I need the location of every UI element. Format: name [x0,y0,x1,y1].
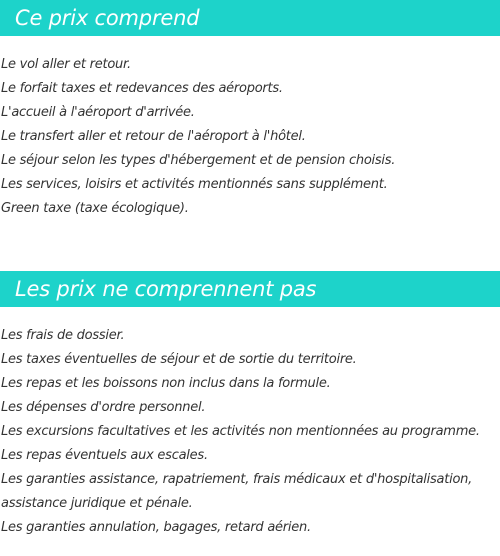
list-item: L'accueil à l'aéroport d'arrivée. [1,105,195,120]
list-item: Les excursions facultatives et les activités non mentionnées au programme. [1,424,480,439]
list-item: Le transfert aller et retour de l'aéroport à l'hôtel. [1,129,306,144]
section-header-includes [0,0,500,36]
list-item: Les frais de dossier. [1,328,125,343]
list-item: Les repas éventuels aux escales. [1,448,208,463]
includes-list [0,53,500,221]
list-item: Les repas et les boissons non inclus dans la formule. [1,376,331,391]
section-title-excludes: Les prix ne comprennent pas [15,277,317,301]
section-title-includes: Ce prix comprend [15,6,200,30]
list-item: Les taxes éventuelles de séjour et de sortie du territoire. [1,352,357,367]
list-item: Le vol aller et retour. [1,57,131,72]
excludes-list [0,324,500,540]
list-item: Les garanties assistance, rapatriement, frais médicaux et d'hospitalisation, [1,472,473,487]
list-item: Les garanties annulation, bagages, retard aérien. [1,520,311,535]
list-item: Les services, loisirs et activités mentionnés sans supplément. [1,177,388,192]
list-item: Les dépenses d'ordre personnel. [1,400,206,415]
section-header-excludes [0,271,500,307]
section-price-excludes [0,271,500,540]
list-item: Le forfait taxes et redevances des aéroports. [1,81,283,96]
list-item: Le séjour selon les types d'hébergement et de pension choisis. [1,153,396,168]
list-item: assistance juridique et pénale. [1,496,193,511]
section-price-includes [0,0,500,221]
list-item: Green taxe (taxe écologique). [1,201,189,216]
